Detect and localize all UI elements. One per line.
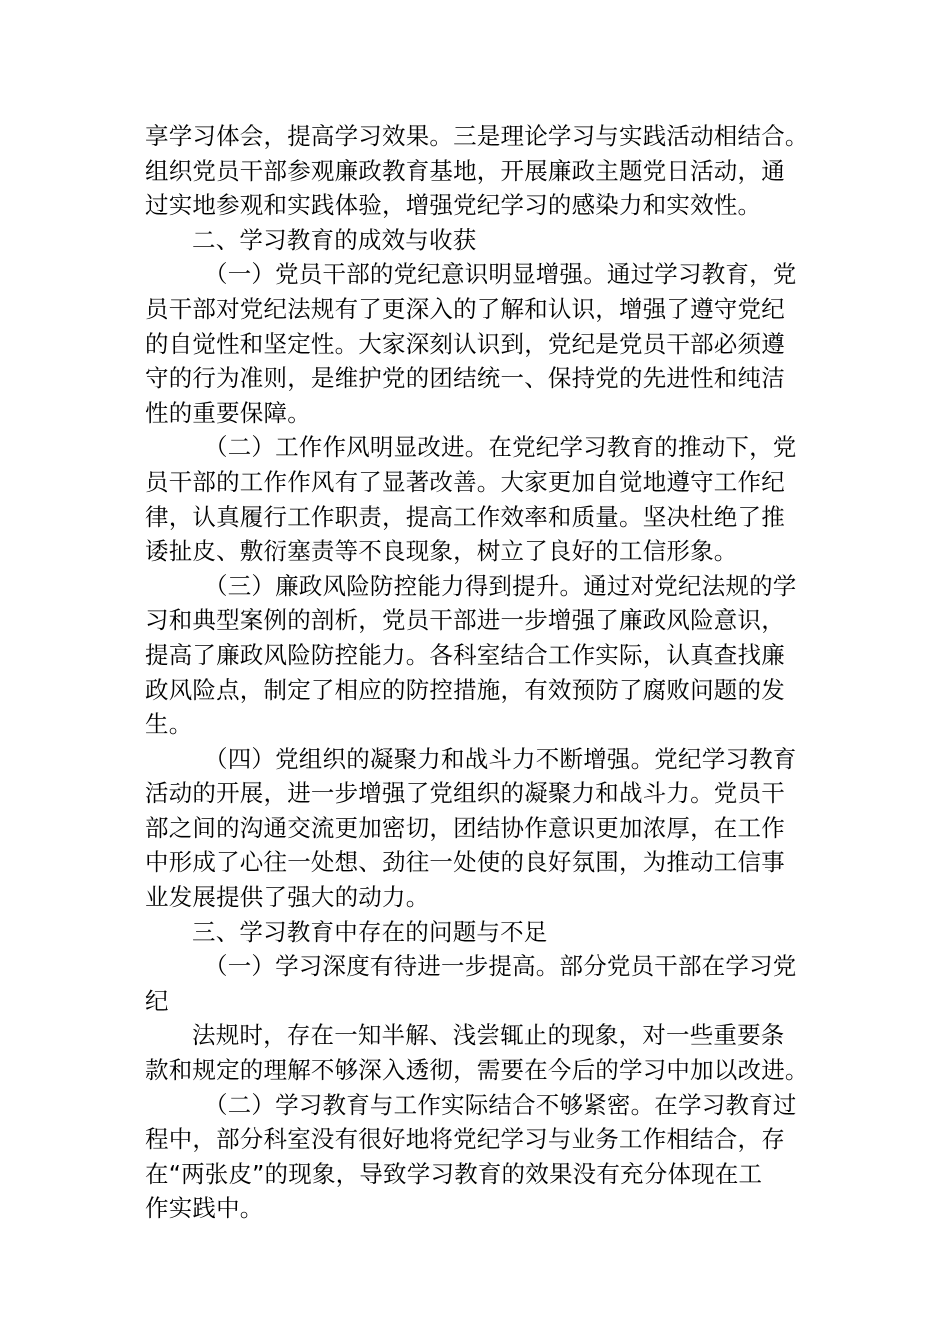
text-line: 守的行为准则，是维护党的团结统一、保持党的先进性和纯洁 [145, 364, 785, 393]
text-line: 员干部的工作作风有了显著改善。大家更加自觉地遵守工作纪 [145, 467, 785, 496]
text-line: 中形成了心往一处想、劲往一处使的良好氛围，为推动工信事 [145, 848, 785, 877]
text-line: 三、学习教育中存在的问题与不足 [192, 917, 548, 946]
document-body [145, 119, 815, 1226]
text-line: 享学习体会，提高学习效果。三是理论学习与实践活动相结合。 [145, 122, 809, 150]
text-line: 提高了廉政风险防控能力。各科室结合工作实际，认真查找廉 [145, 640, 785, 669]
text-line: （二）工作作风明显改进。在党纪学习教育的推动下，党 [204, 433, 797, 462]
text-line: （二）学习教育与工作实际结合不够紧密。在学习教育过 [204, 1090, 797, 1119]
text-line: 的自觉性和坚定性。大家深刻认识到，党纪是党员干部必须遵 [145, 329, 785, 358]
text-line: 业发展提供了强大的动力。 [145, 883, 430, 912]
text-line: 性的重要保障。 [145, 398, 311, 427]
text-line: 程中，部分科室没有很好地将党纪学习与业务工作相结合，存 [145, 1125, 785, 1154]
text-line: 款和规定的理解不够深入透彻，需要在今后的学习中加以改进。 [145, 1056, 809, 1085]
text-line: 法规时，存在一知半解、浅尝辄止的现象，对一些重要条 [192, 1021, 785, 1050]
text-line: 二、学习教育的成效与收获 [192, 225, 477, 254]
text-line: 过实地参观和实践体验，增强党纪学习的感染力和实效性。 [145, 191, 762, 220]
text-line: 在“两张皮”的现象，导致学习教育的效果没有充分体现在工 [145, 1159, 763, 1188]
text-line: 作实践中。 [145, 1194, 264, 1223]
text-line: 生。 [145, 710, 193, 739]
text-line: （四）党组织的凝聚力和战斗力不断增强。党纪学习教育 [204, 744, 797, 773]
text-line: 员干部对党纪法规有了更深入的了解和认识，增强了遵守党纪 [145, 294, 785, 323]
text-line: （一）学习深度有待进一步提高。部分党员干部在学习党 [204, 952, 797, 981]
text-line: 律，认真履行工作职责，提高工作效率和质量。坚决杜绝了推 [145, 502, 785, 531]
text-line: 部之间的沟通交流更加密切，团结协作意识更加浓厚，在工作 [145, 813, 785, 842]
text-line: （一）党员干部的党纪意识明显增强。通过学习教育，党 [204, 260, 797, 289]
text-line: 政风险点，制定了相应的防控措施，有效预防了腐败问题的发 [145, 675, 785, 704]
text-line: 习和典型案例的剖析，党员干部进一步增强了廉政风险意识， [145, 606, 785, 635]
text-line: 活动的开展，进一步增强了党组织的凝聚力和战斗力。党员干 [145, 779, 785, 808]
text-line: 组织党员干部参观廉政教育基地，开展廉政主题党日活动，通 [145, 156, 785, 185]
text-line: 纪 [145, 986, 169, 1015]
text-line: （三）廉政风险防控能力得到提升。通过对党纪法规的学 [204, 571, 797, 600]
text-line: 诿扯皮、敷衍塞责等不良现象，树立了良好的工信形象。 [145, 537, 738, 566]
